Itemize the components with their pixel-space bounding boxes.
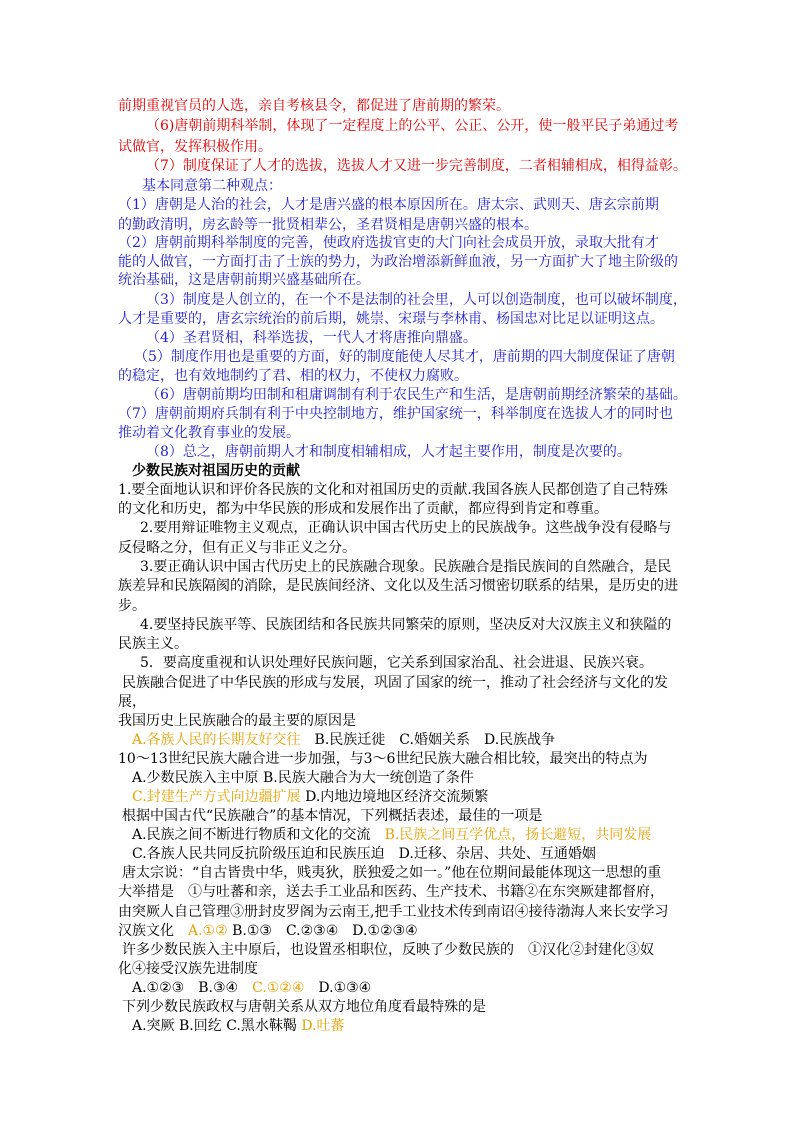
question-text: 大举措是 ①与吐蕃和亲，送去手工业品和医药、生产技术、书籍②在东突厥建都督府， [118, 884, 664, 900]
text-line: 3.要正确认识中国古代历史上的民族融合现象。民族融合是指民族间的自然融合，是民 [140, 559, 672, 575]
text-line: 统治基础，这是唐朝前期兴盛基础所在。 [118, 272, 370, 288]
text-line: （8）总之，唐朝前期人才和制度相辅相成，人才起主要作用，制度是次要的。 [146, 444, 631, 460]
text-line: 能的人做官，一方面打击了士族的势力，为政治增添新鲜血液，另一方面扩大了地主阶级的 [118, 254, 678, 270]
option-text: A.民族之间不断进行物质和文化的交流 [132, 827, 385, 843]
option-text: C.各族人民共同反抗阶级压迫和民族压迫 D.迁移、杂居、共处、互通婚姻 [132, 846, 596, 862]
answer-options [132, 825, 651, 845]
text-line: （6)唐朝前期科举制，体现了一定程度上的公平、公正、公开，使一般平民子弟通过考 [146, 118, 679, 134]
text-line: 4.要坚持民族平等、民族团结和各民族共同繁荣的原则，坚决反对大汉族主义和狭隘的 [140, 617, 672, 633]
text-line: （5）制度作用也是重要的方面，好的制度能使人尽其才，唐前期的四大制度保证了唐朝 [134, 349, 675, 365]
question-text: 下列少数民族政权与唐朝关系从双方地位角度看最特殊的是 [122, 999, 486, 1015]
text-line: （2）唐朝前期科举制度的完善，使政府选拔官吏的大门向社会成员开放，录取大批有才 [118, 235, 659, 251]
text-line: 试做官，发挥积极作用。 [118, 139, 272, 155]
option-text: D.①③④ [304, 980, 372, 996]
correct-answer: D.吐蕃 [301, 1018, 345, 1034]
text-line: 的稳定，也有效地制约了君、相的权力，不使权力腐败。 [118, 368, 468, 384]
option-text: 汉族文化 [118, 923, 188, 939]
answer-options [132, 978, 371, 998]
correct-answer: B.民族之间互学优点，扬长避短，共同发展 [384, 827, 652, 843]
question-text: 根据中国古代“民族融合”的基本情况，下列概括表述，最佳的一项是 [122, 808, 543, 824]
text-line: 的勤政清明，房玄龄等一批贤相辈公，圣君贤相是唐朝兴盛的根本。 [118, 217, 538, 233]
question-text: 我国历史上民族融合的最主要的原因是 [118, 713, 356, 729]
correct-answer: C.封建生产方式向边疆扩展 [132, 789, 301, 805]
answer-options [132, 1016, 345, 1036]
option-text: A.突厥 B.回纥 C.黑水靺鞨 [132, 1018, 302, 1034]
correct-answer: A.各族人民的长期友好交往 [132, 732, 301, 748]
text-line: 的文化和历史，都为中华民族的形成和发展作出了贡献，都应得到肯定和尊重。 [118, 501, 608, 517]
text-line: （7）制度保证了人才的选拔，选拔人才又进一步完善制度，二者相辅相成，相得益彰。 [146, 158, 687, 174]
text-line: （6）唐朝前期均田制和租庸调制有利于农民生产和生活，是唐朝前期经济繁荣的基础。 [146, 387, 687, 403]
text-line: 基本同意第二种观点： [142, 178, 282, 194]
question-text: 化④接受汉族先进制度 [118, 961, 258, 977]
answer-options [118, 921, 418, 941]
text-line: （1）唐朝是人治的社会，人才是唐兴盛的根本原因所在。唐太宗、武则天、唐玄宗前期 [118, 197, 659, 213]
section-heading: 少数民族对祖国历史的贡献 [132, 463, 300, 479]
text-line: 步。 [118, 598, 146, 614]
option-text: A.①②③ B.③④ [132, 980, 253, 996]
text-line: 展， [118, 694, 146, 710]
text-line: （7）唐朝前期府兵制有利于中央控制地方，维护国家统一，科举制度在选拔人才的同时也 [118, 406, 673, 422]
text-line: 人才是重要的，唐玄宗统治的前后期，姚崇、宋璟与李林甫、杨国忠对比足以证明这点。 [118, 311, 664, 327]
text-line: 族差异和民族隔阂的消除，是民族间经济、文化以及生活习惯密切联系的结果，是历史的进 [118, 578, 678, 594]
answer-options [132, 730, 555, 750]
text-line: （3）制度是人创立的，在一个不是法制的社会里，人可以创造制度，也可以破坏制度， [146, 292, 687, 308]
option-text: B.民族迁徙 C.婚姻关系 D.民族战争 [300, 732, 556, 748]
text-line: 2.要用辩证唯物主义观点，正确认识中国古代历史上的民族战争。这些战争没有侵略与 [140, 520, 672, 536]
question-text: 唐太宗说：“自古皆贵中华，贱夷狄，朕独爱之如一。”他在位期间最能体现这一思想的重 [122, 865, 662, 881]
text-line: 5．要高度重视和认识处理好民族问题，它关系到国家治乱、社会进退、民族兴衰。 [140, 655, 653, 671]
answer-options [132, 787, 488, 807]
option-text: D.内地边境地区经济交流频繁 [300, 789, 489, 805]
text-line: （4）圣君贤相，科举选拔，一代人才将唐推向鼎盛。 [146, 330, 477, 346]
question-text: 10～13世纪民族大融合进一步加强，与3～6世纪民族大融合相比较，最突出的特点为 [118, 751, 648, 767]
question-text: 由突厥人自己管理③册封皮罗阁为云南王,把手工业技术传到南诏④接待渤海人来长安学习 [118, 904, 669, 920]
text-line: 反侵略之分，但有正义与非正义之分。 [118, 540, 356, 556]
correct-answer: C.①②④ [252, 980, 305, 996]
text-line: 民族融合促进了中华民族的形成与发展，巩固了国家的统一，推动了社会经济与文化的发 [122, 675, 668, 691]
text-line: 民族主义。 [118, 636, 188, 652]
text-line: 1.要全面地认识和评价各民族的文化和对祖国历史的贡献.我国各族人民都创造了自己特殊 [118, 482, 668, 498]
option-text: A.少数民族入主中原 B.民族大融合为大一统创造了条件 [132, 770, 474, 786]
correct-answer: A.①② [188, 923, 228, 939]
option-text: B.①③ C.②③④ D.①②③④ [227, 923, 418, 939]
text-line: 推动着文化教育事业的发展。 [118, 425, 300, 441]
text-line: 前期重视官员的人选，亲自考核县令，都促进了唐前期的繁荣。 [118, 98, 510, 114]
question-text: 许多少数民族入主中原后，也设置丞相职位，反映了少数民族的 ①汉化②封建化③奴 [122, 942, 654, 958]
